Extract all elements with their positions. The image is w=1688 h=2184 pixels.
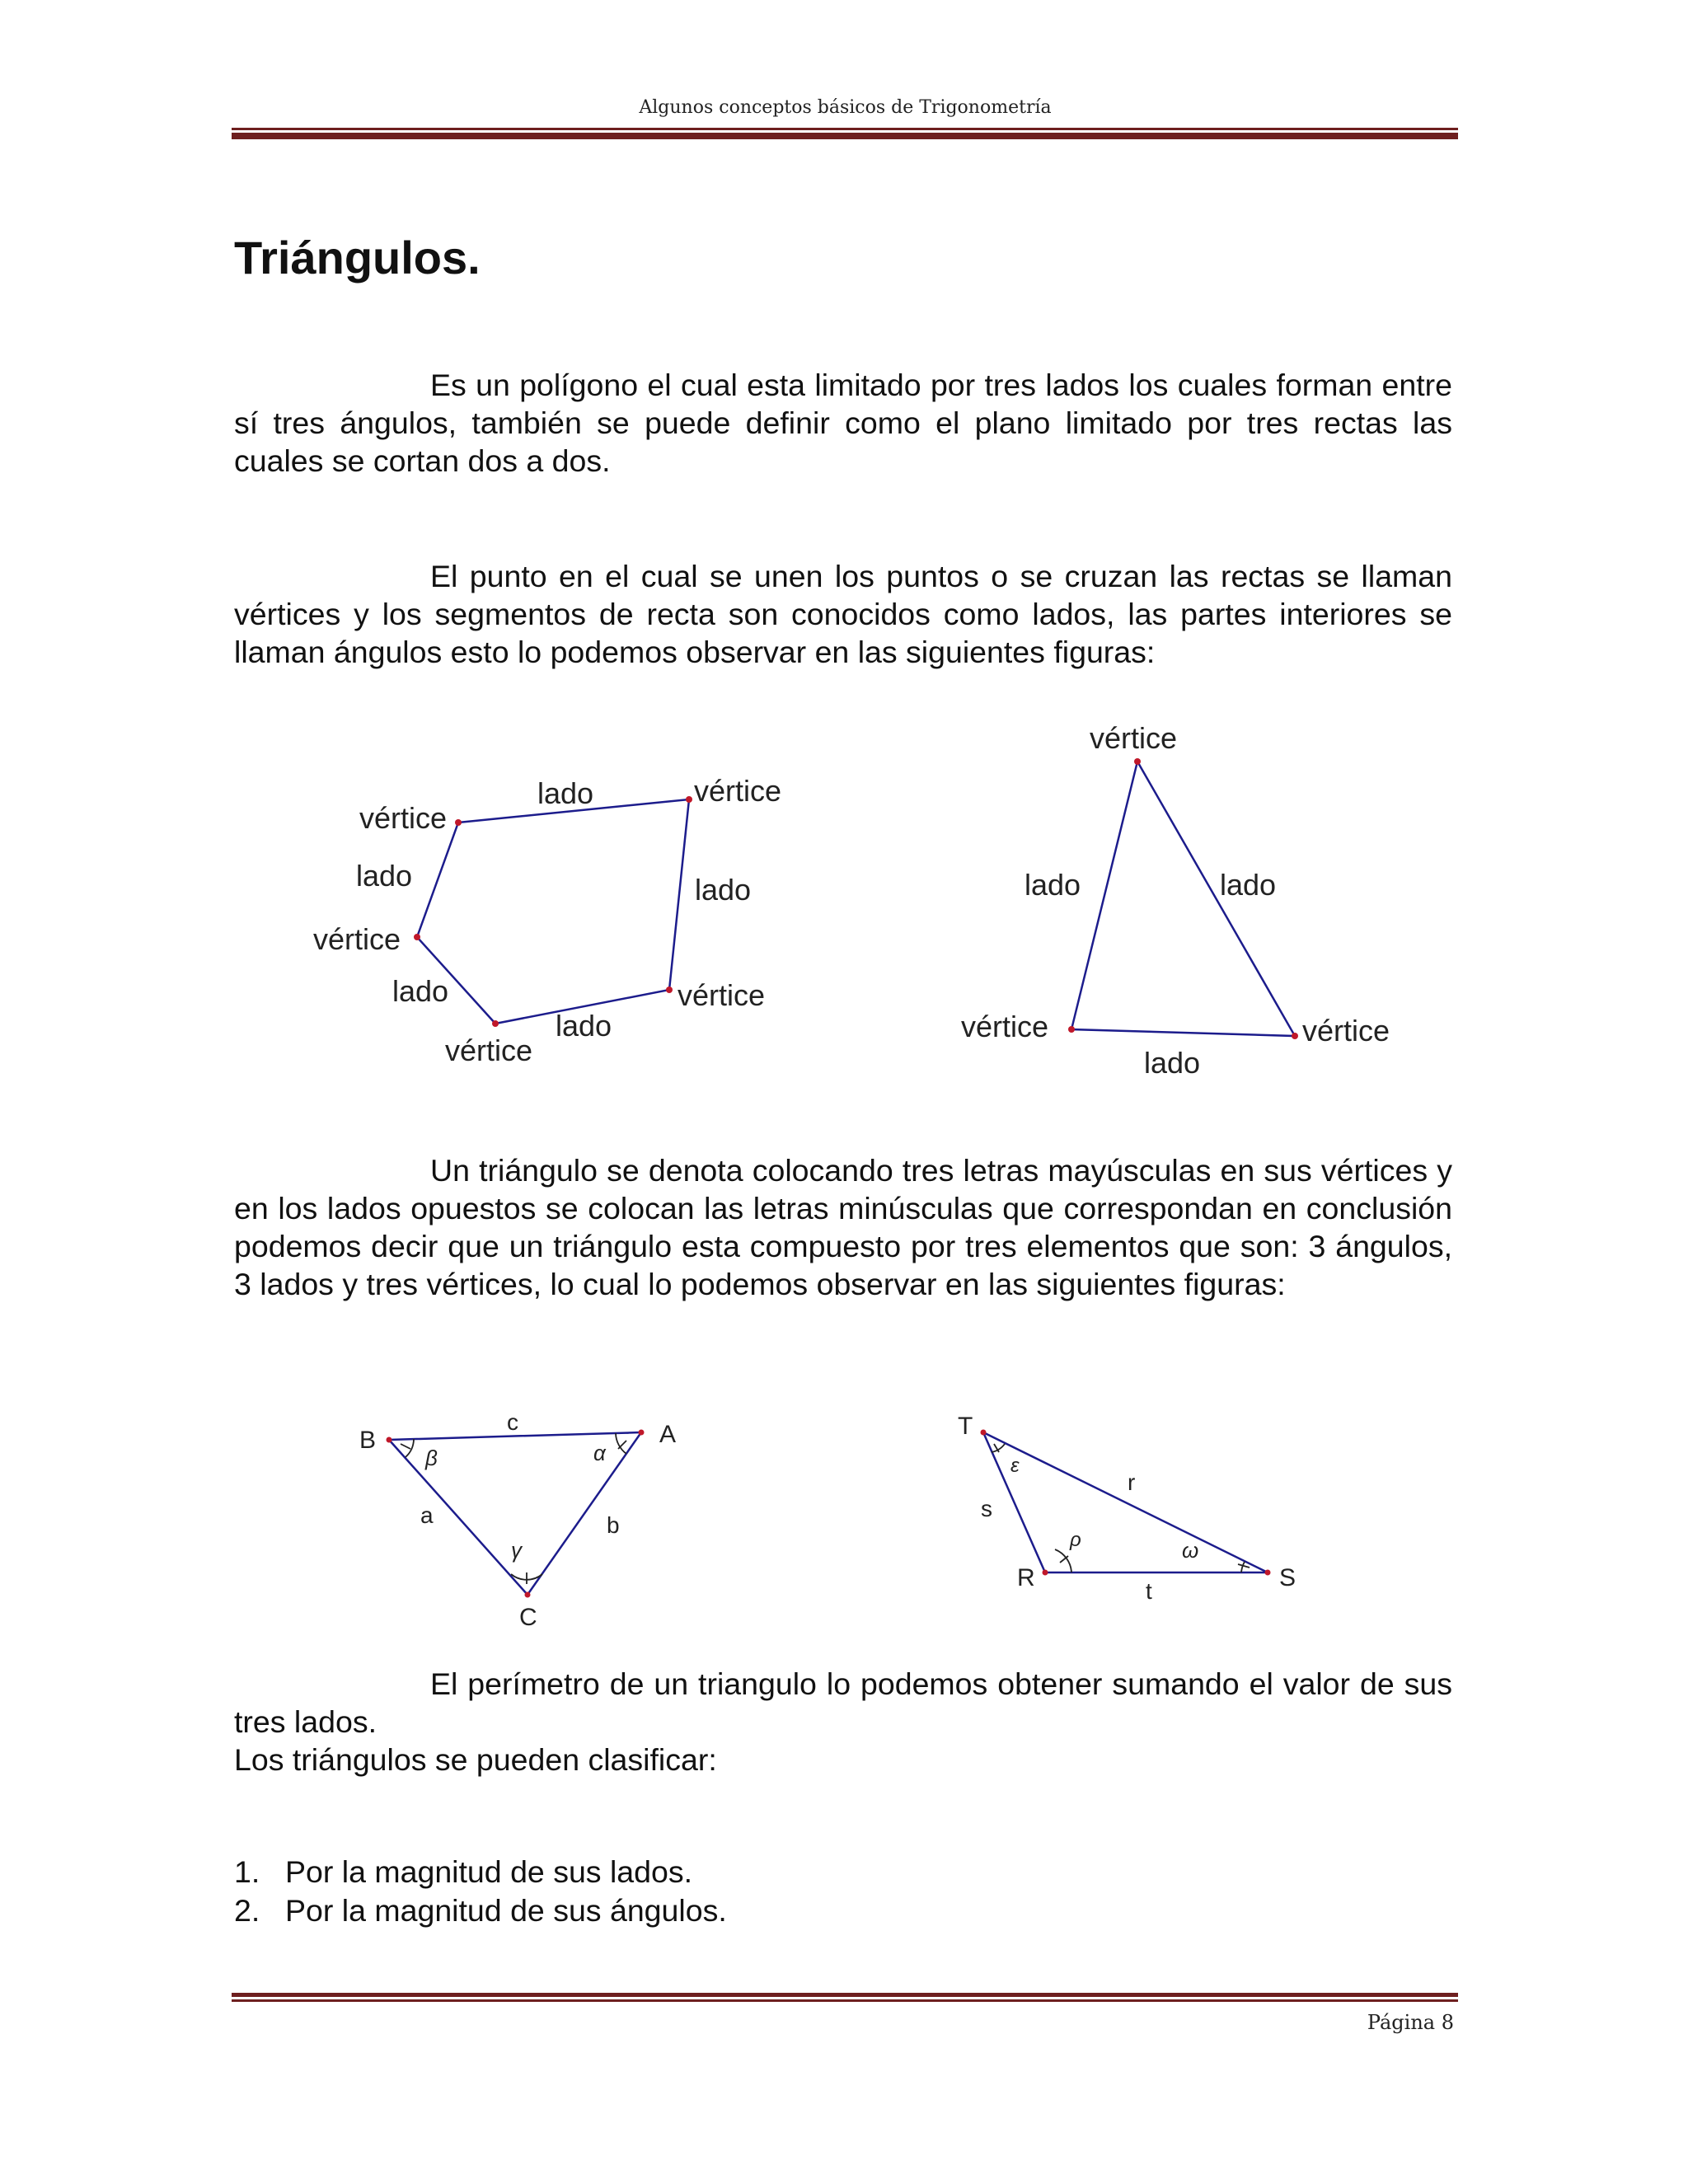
- vertex-label: vértice: [1090, 721, 1178, 755]
- vertex-label: vértice: [445, 1033, 533, 1067]
- triangle-abc-figure: [346, 1401, 692, 1640]
- side-label-b: b: [607, 1512, 620, 1538]
- vertex-label: vértice: [313, 922, 401, 956]
- polygon-vertex-point: [666, 987, 673, 993]
- paragraph-notation: Un triángulo se denota colocando tres letras mayúsculas en sus vértices y en los lados opuestos se colocan las letras minúsculas que correspondan en conclusión podemos decir que un triángulo esta compuesto por tres elementos que son: 3 ángulos, 3 lados y tres vértices, lo cual lo podemos observar en las siguientes figuras:: [234, 1153, 1452, 1301]
- side-label-c: c: [507, 1409, 518, 1435]
- angle-arc-omega: [1241, 1562, 1245, 1572]
- list-number: 1.: [234, 1854, 260, 1889]
- side-label-a: a: [420, 1502, 434, 1528]
- side-label: lado: [1144, 1046, 1201, 1080]
- vertex-label-r: R: [1017, 1564, 1035, 1591]
- vertex-point: [1043, 1570, 1048, 1576]
- list-item: [234, 1891, 727, 1930]
- vertex-label-c: C: [519, 1604, 537, 1631]
- angle-label-omega: ω: [1182, 1538, 1199, 1563]
- paragraph-perimeter: El perímetro de un triangulo lo podemos obtener sumando el valor de sus tres lados.: [234, 1666, 1452, 1739]
- vertex-label: vértice: [694, 774, 782, 808]
- side-label: lado: [392, 974, 449, 1008]
- list-text: Por la magnitud de sus lados.: [285, 1854, 693, 1889]
- polygon-outline: [417, 799, 689, 1024]
- polygon-vertex-point: [455, 819, 462, 826]
- triangle-figure: [948, 709, 1442, 1088]
- angle-arc-alpha: [616, 1433, 626, 1454]
- classification-intro: Los triángulos se pueden clasificar:: [234, 1742, 717, 1777]
- vertex-label-t: T: [958, 1413, 973, 1440]
- triangle-rst-figure: [940, 1401, 1319, 1640]
- side-label: lado: [695, 873, 752, 907]
- vertex-point: [525, 1592, 531, 1598]
- vertex-point: [387, 1437, 392, 1443]
- side-label-r: r: [1128, 1469, 1136, 1495]
- header-rule: [232, 128, 1458, 139]
- side-label: lado: [537, 776, 594, 810]
- list-number: 2.: [234, 1893, 260, 1928]
- polygon-vertex-point: [492, 1020, 499, 1027]
- side-label-t: t: [1146, 1578, 1152, 1604]
- angle-tick: [401, 1444, 410, 1449]
- polygon-vertex-point: [414, 934, 420, 940]
- side-label: lado: [356, 859, 413, 893]
- vertex-label: vértice: [1302, 1014, 1390, 1047]
- footer-rule: [232, 1993, 1458, 2002]
- side-label: lado: [1220, 868, 1277, 902]
- angle-label-rho: ρ: [1070, 1529, 1081, 1551]
- vertex-label: vértice: [678, 978, 766, 1012]
- side-label: lado: [1025, 868, 1081, 902]
- paragraph-vertices: El punto en el cual se unen los puntos o se cruzan las rectas se llaman vértices y los segmentos de recta son conocidos como lados, las partes interiores se llaman ángulos esto lo podemos observar en las siguientes figuras:: [234, 559, 1452, 669]
- vertex-label-b: B: [359, 1427, 377, 1454]
- vertex-label-a: A: [659, 1421, 677, 1448]
- vertex-point: [1265, 1570, 1271, 1576]
- angle-arc-rho: [1055, 1549, 1071, 1572]
- paragraph-definition: Es un polígono el cual esta limitado por tres lados los cuales forman entre sí tres ángulos, también se puede definir como el plano limitado por tres rectas las cuales se cortan dos a dos.: [234, 368, 1452, 478]
- vertex-label: vértice: [961, 1010, 1049, 1043]
- vertex-point: [981, 1430, 987, 1436]
- angle-label-alpha: α: [593, 1441, 606, 1465]
- list-item: [234, 1853, 727, 1891]
- running-header: Algunos conceptos básicos de Trigonometría: [639, 97, 1052, 118]
- section-title: Triángulos.: [234, 232, 481, 284]
- angle-tick: [618, 1441, 626, 1449]
- angle-label-gamma: γ: [511, 1538, 522, 1563]
- triangle-vertex-point: [1292, 1033, 1298, 1039]
- list-text: Por la magnitud de sus ángulos.: [285, 1893, 727, 1928]
- polygon-vertex-point: [686, 796, 692, 803]
- side-label-s: s: [981, 1496, 992, 1521]
- vertex-label-s: S: [1279, 1564, 1296, 1591]
- vertex-label: vértice: [359, 801, 448, 835]
- triangle-rst-outline: [983, 1432, 1268, 1572]
- polygon-figure: [305, 709, 799, 1088]
- angle-label-beta: β: [425, 1446, 438, 1470]
- vertex-point: [639, 1430, 645, 1436]
- angle-label-epsilon: ε: [1010, 1455, 1020, 1477]
- page-number: Página 8: [1367, 2011, 1454, 2034]
- classification-list: [234, 1853, 727, 1930]
- side-label: lado: [556, 1009, 612, 1043]
- triangle-vertex-point: [1134, 758, 1141, 765]
- triangle-vertex-point: [1068, 1026, 1075, 1033]
